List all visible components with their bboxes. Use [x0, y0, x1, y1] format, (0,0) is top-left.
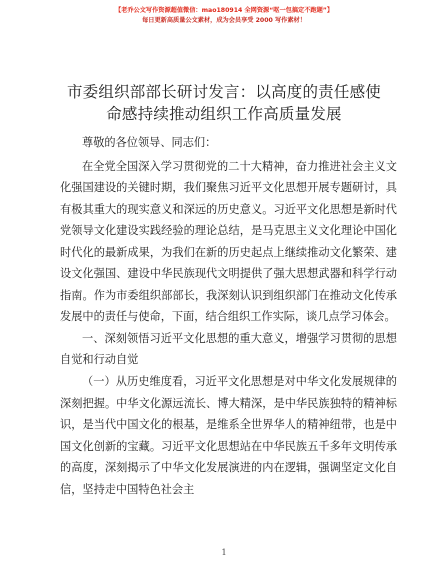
promo-banner: [0, 6, 448, 26]
page-number: 1: [221, 548, 227, 557]
greeting: 尊敬的各位领导、同志们：: [82, 136, 217, 149]
document-title: [0, 81, 448, 125]
document-body: [60, 132, 397, 500]
section-heading-1: 一、深刻领悟习近平文化思想的重大意义，增强学习贯彻的思想自觉和行动自觉: [60, 331, 397, 367]
document-title-line-2: 命感持续推动组织工作高质量发展: [106, 105, 342, 123]
paragraph-intro: 在全党全国深入学习贯彻党的二十大精神，奋力推进社会主义文化强国建设的关键时期，我们聚焦习近平文化思想开展专题研讨，具有极其重大的现实意义和深远的历史意义。习近平文化思想是新时代党领导文化建设实践经验的理论总结，是马克思主义文化理论中国化时代化的最新成果，为我们在新的历史起点上继续推动文化繁荣、建设文化强国、建设中华民族现代文明提供了强大思想武器和科学行动指南。作为市委组织部部长，我深刻认识到组织部门在推动文化传承发展中的责任与使命，下面，结合组织工作实际，谈几点学习体会。: [60, 159, 397, 324]
promo-banner-line-1: 【老乔公文写作资源超值微信：mao180914 全网资源“呕一包搞定不跑题”】: [114, 7, 334, 14]
document-title-line-1: 市委组织部部长研讨发言：以高度的责任感使: [66, 83, 381, 101]
paragraph-subsection-1: （一）从历史维度看，习近平文化思想是对中华文化发展规律的深刻把握。中华文化源远流长、博大精深，是中华民族独特的精神标识，是当代中国文化的根基，是维系全世界华人的精神纽带，也是中国文化创新的宝藏。习近平文化思想站在中华民族五千多年文明传承的高度，深刻揭示了中华文化发展演进的内在逻辑，强调坚定文化自信，坚持走中国特色社会主: [60, 375, 397, 496]
promo-banner-line-2: 每日更新高质量公文素材，成为会员享受 2000 写作素材！: [142, 17, 306, 24]
